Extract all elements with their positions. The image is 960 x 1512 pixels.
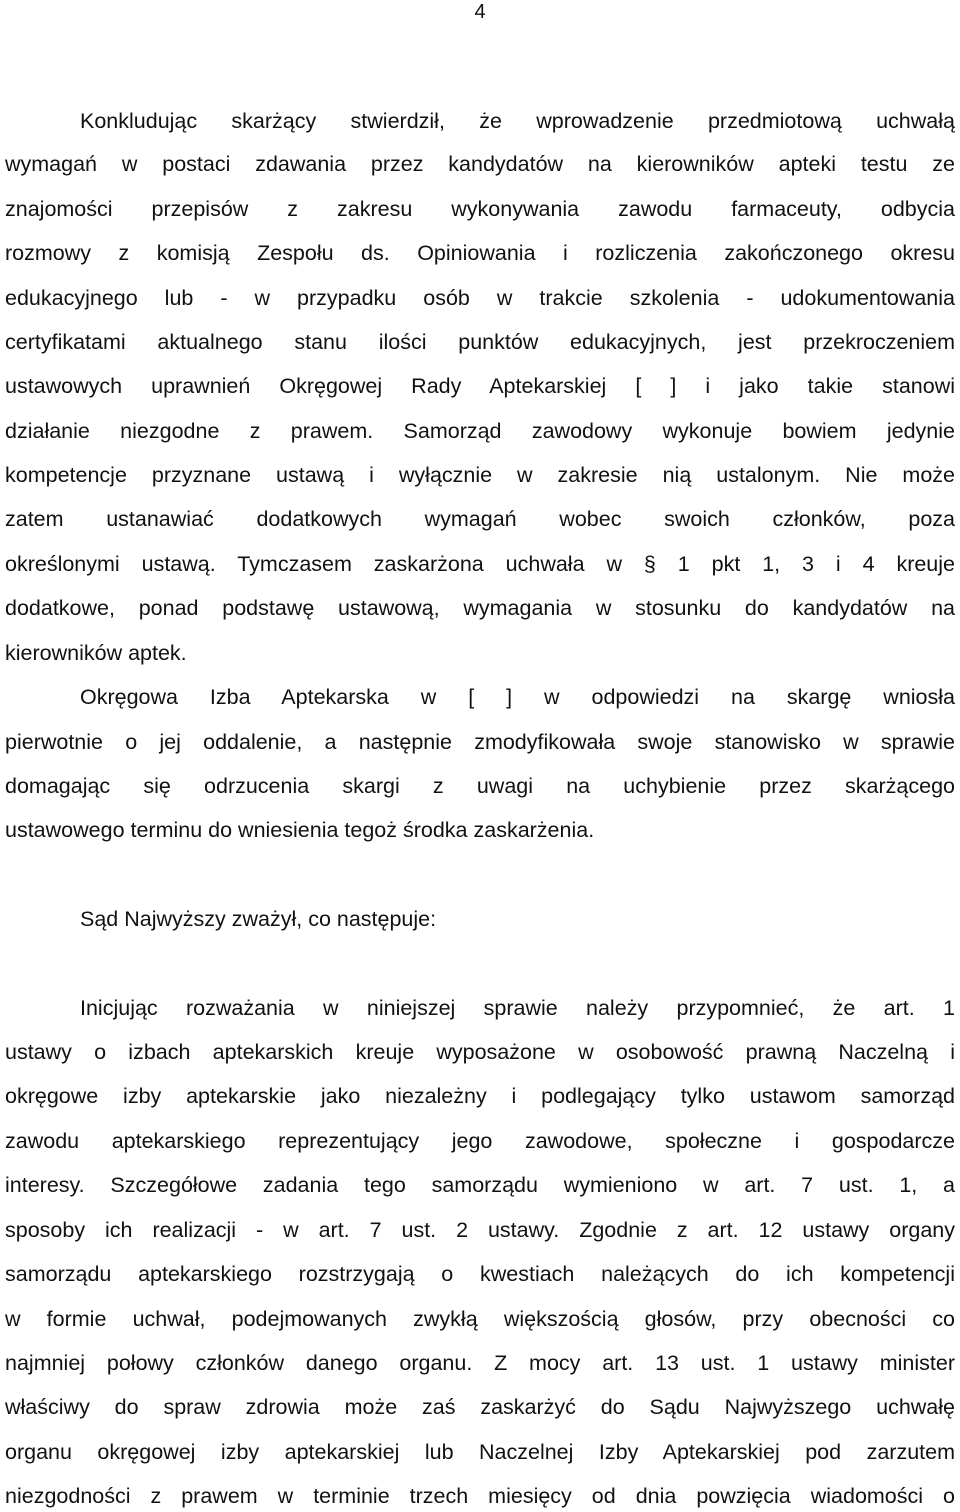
text-line: interesy. Szczegółowe zadania tego samorządu wymieniono w art. 7 ust. 1, a [5, 1173, 955, 1197]
text-line: rozmowy z komisją Zespołu ds. Opiniowania i rozliczenia zakończonego okresu [5, 241, 955, 265]
text-line: ustawy o izbach aptekarskich kreuje wyposażone w osobowość prawną Naczelną i [5, 1040, 955, 1064]
text-line: edukacyjnego lub - w przypadku osób w trakcie szkolenia - udokumentowania [5, 286, 955, 310]
text-line: Inicjując rozważania w niniejszej sprawie należy przypomnieć, że art. 1 [80, 996, 955, 1020]
text-line: kompetencje przyznane ustawą i wyłącznie w zakresie nią ustalonym. Nie może [5, 463, 955, 487]
text-line: certyfikatami aktualnego stanu ilości punktów edukacyjnych, jest przekroczeniem [5, 330, 955, 354]
text-line: zatem ustanawiać dodatkowych wymagań wobec swoich członków, poza [5, 507, 955, 531]
text-line: wymagań w postaci zdawania przez kandydatów na kierowników apteki testu ze [5, 152, 955, 176]
text-line: ustawowych uprawnień Okręgowej Rady Aptekarskiej [ ] i jako takie stanowi [5, 374, 955, 398]
text-line: okręgowe izby aptekarskie jako niezależny i podlegający tylko ustawom samorząd [5, 1084, 955, 1108]
page-number: 4 [474, 1, 486, 23]
text-line: niezgodności z prawem w terminie trzech miesięcy od dnia powzięcia wiadomości o [5, 1484, 955, 1508]
text-line: znajomości przepisów z zakresu wykonywania zawodu farmaceuty, odbycia [5, 197, 955, 221]
text-line: dodatkowe, ponad podstawę ustawową, wymagania w stosunku do kandydatów na [5, 596, 955, 620]
text-line: najmniej połowy członków danego organu. Z mocy art. 13 ust. 1 ustawy minister [5, 1351, 955, 1375]
text-line: samorządu aptekarskiego rozstrzygają o kwestiach należących do ich kompetencji [5, 1262, 955, 1286]
text-line: w formie uchwał, podejmowanych zwykłą większością głosów, przy obecności co [5, 1307, 955, 1331]
text-line: Sąd Najwyższy zważył, co następuje: [80, 907, 437, 931]
text-line: działanie niezgodne z prawem. Samorząd zawodowy wykonuje bowiem jedynie [5, 419, 955, 443]
text-line: organu okręgowej izby aptekarskiej lub Naczelnej Izby Aptekarskiej pod zarzutem [5, 1440, 955, 1464]
text-line: sposoby ich realizacji - w art. 7 ust. 2 ustawy. Zgodnie z art. 12 ustawy organy [5, 1218, 955, 1242]
text-line: Okręgowa Izba Aptekarska w [ ] w odpowiedzi na skargę wniosła [80, 685, 955, 709]
text-line: zawodu aptekarskiego reprezentujący jego zawodowe, społeczne i gospodarcze [5, 1129, 955, 1153]
text-line: określonymi ustawą. Tymczasem zaskarżona uchwała w § 1 pkt 1, 3 i 4 kreuje [5, 552, 955, 576]
text-line: Konkludując skarżący stwierdził, że wprowadzenie przedmiotową uchwałą [80, 109, 955, 133]
text-line: kierowników aptek. [5, 641, 187, 665]
text-line: domagając się odrzucenia skargi z uwagi na uchybienie przez skarżącego [5, 774, 955, 798]
text-line: właściwy do spraw zdrowia może zaś zaskarżyć do Sądu Najwyższego uchwałę [5, 1395, 955, 1419]
text-line: ustawowego terminu do wniesienia tegoż środka zaskarżenia. [5, 818, 595, 842]
text-line: pierwotnie o jej oddalenie, a następnie zmodyfikowała swoje stanowisko w sprawie [5, 730, 955, 754]
